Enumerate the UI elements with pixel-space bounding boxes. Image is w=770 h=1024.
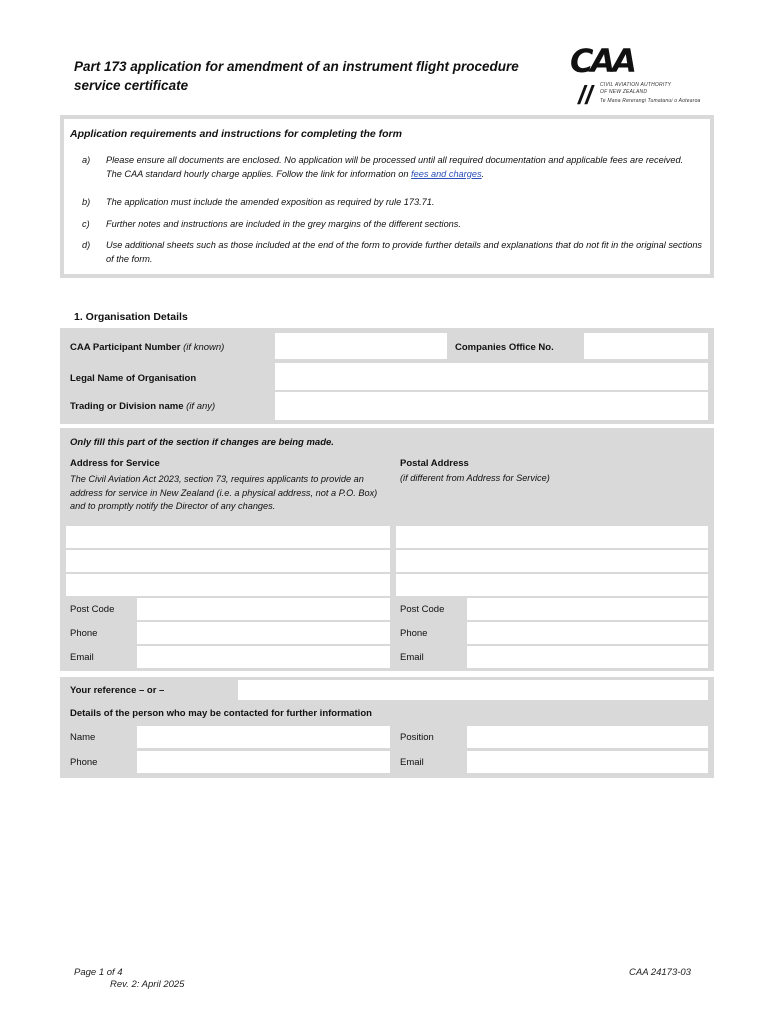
participant-hint: (if known) — [183, 342, 225, 353]
instruction-label: d) — [82, 240, 91, 250]
section-1-heading: 1. Organisation Details — [74, 311, 188, 323]
instructions-box — [60, 115, 714, 278]
instructions-heading: Application requirements and instructions for completing the form — [70, 128, 402, 140]
postal-address-line-2[interactable] — [396, 550, 708, 572]
footer-revision: Rev. 2: April 2025 — [110, 979, 185, 990]
service-email-label: Email — [70, 652, 94, 663]
logo-slash-icon: // — [578, 80, 593, 110]
document-title: Part 173 application for amendment of an instrument flight procedure service certificate — [74, 59, 519, 93]
logo-line-2: OF NEW ZEALAND — [600, 89, 648, 95]
postal-phone-label: Phone — [400, 628, 428, 639]
service-phone-label: Phone — [70, 628, 98, 639]
instruction-text — [106, 154, 706, 181]
changes-note: Only fill this part of the section if changes are being made. — [70, 437, 334, 448]
postal-address-heading: Postal Address — [400, 458, 469, 469]
contact-email-label: Email — [400, 757, 424, 768]
service-phone-input[interactable] — [137, 622, 390, 644]
instruction-label: b) — [82, 197, 91, 207]
contact-position-label: Position — [400, 732, 434, 743]
contact-details-heading: Details of the person who may be contacted for further information — [70, 708, 372, 719]
postal-address-line-1[interactable] — [396, 526, 708, 548]
footer-page-number: Page 1 of 4 — [74, 967, 123, 978]
trading-name-label — [70, 401, 215, 412]
companies-office-input[interactable] — [584, 333, 708, 359]
service-post-code-input[interactable] — [137, 598, 390, 620]
footer-form-code: CAA 24173-03 — [629, 967, 691, 978]
participant-label-text: CAA Participant Number — [70, 342, 181, 353]
postal-phone-input[interactable] — [467, 622, 708, 644]
instruction-label: a) — [82, 155, 91, 165]
contact-position-input[interactable] — [467, 726, 708, 748]
caa-logo-mark: CAA — [570, 42, 635, 80]
your-reference-label: Your reference – or – — [70, 685, 165, 696]
service-email-input[interactable] — [137, 646, 390, 668]
legal-name-input[interactable] — [275, 363, 708, 390]
address-for-service-note: The Civil Aviation Act 2023, section 73, requires applicants to provide an address for service in New Zealand (i.e. a physical address, not a P.O. Box) and to promptly notify the Director of any changes. — [70, 474, 378, 511]
contact-block — [60, 677, 714, 778]
contact-phone-input[interactable] — [137, 751, 390, 773]
postal-email-label: Email — [400, 652, 424, 663]
caa-logo — [570, 40, 705, 110]
org-id-block — [60, 328, 714, 424]
instruction-link-suffix: . — [481, 168, 485, 179]
your-reference-input[interactable] — [238, 680, 708, 700]
postal-address-note: (if different from Address for Service) — [400, 473, 550, 483]
instructions-inner — [64, 119, 710, 274]
address-for-service-heading: Address for Service — [70, 458, 160, 469]
instruction-label: c) — [82, 219, 90, 229]
instruction-text: The application must include the amended exposition as required by rule 173.71. — [106, 197, 435, 207]
contact-phone-label: Phone — [70, 757, 98, 768]
companies-office-label: Companies Office No. — [455, 342, 554, 353]
address-block — [60, 428, 714, 671]
instruction-text-line-2 — [106, 168, 706, 182]
participant-number-label — [70, 342, 224, 353]
logo-line-1: CIVIL AVIATION AUTHORITY — [600, 82, 672, 88]
legal-name-label: Legal Name of Organisation — [70, 373, 197, 384]
postal-address-line-3[interactable] — [396, 574, 708, 596]
postal-post-code-input[interactable] — [467, 598, 708, 620]
instruction-text-line: Please ensure all documents are enclosed. No application will be processed until all required documentation and applicable fees are received. — [106, 155, 684, 165]
service-address-line-3[interactable] — [66, 574, 390, 596]
postal-post-code-label: Post Code — [400, 604, 445, 615]
contact-email-input[interactable] — [467, 751, 708, 773]
logo-line-3: Te Mana Rererangi Tumatanui o Aotearoa — [600, 98, 701, 104]
service-address-line-1[interactable] — [66, 526, 390, 548]
contact-name-input[interactable] — [137, 726, 390, 748]
trading-label-text: Trading or Division name — [70, 401, 184, 412]
instruction-text: Use additional sheets such as those included at the end of the form to provide further details and explanations that do not fit in the original sections of the form. — [106, 240, 703, 264]
trading-hint: (if any) — [186, 401, 216, 412]
service-post-code-label: Post Code — [70, 604, 115, 615]
postal-email-input[interactable] — [467, 646, 708, 668]
participant-number-input[interactable] — [275, 333, 447, 359]
service-address-line-2[interactable] — [66, 550, 390, 572]
trading-name-input[interactable] — [275, 392, 708, 420]
instruction-text: Further notes and instructions are included in the grey margins of the different sections. — [106, 219, 461, 229]
fees-and-charges-link[interactable]: fees and charges — [411, 168, 482, 179]
contact-name-label: Name — [70, 732, 96, 743]
instruction-fee-text: The CAA standard hourly charge applies. Follow the link for information on — [106, 168, 412, 179]
